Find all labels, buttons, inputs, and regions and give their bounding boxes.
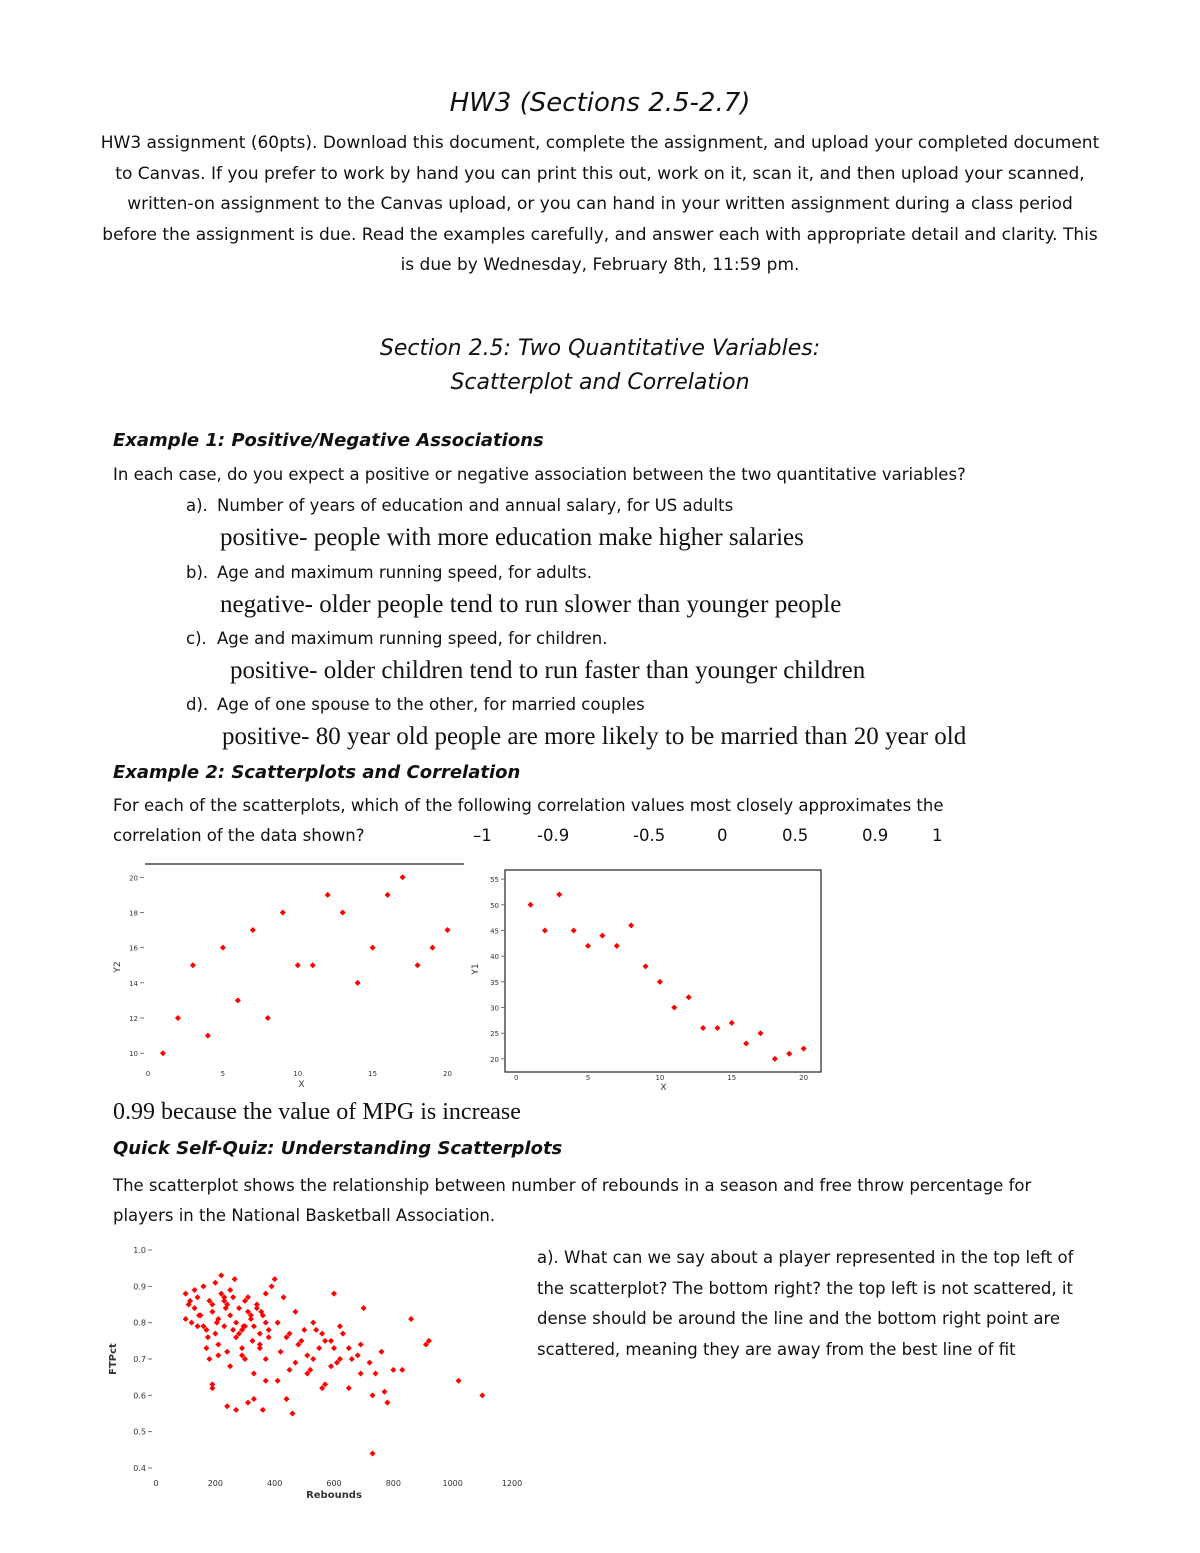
chart3-point xyxy=(310,1356,316,1362)
chart3-point xyxy=(399,1367,405,1373)
chart3-point xyxy=(263,1356,269,1362)
chart3-ytick-label: 0.8 xyxy=(133,1318,146,1328)
quiz-question-a: a). What can we say about a player represented in the top left of the scatterplot? The bottom right? the top left is not scattered, it dense should be around the line and the bottom right point are scattered, meaning they are away from the best line of fit xyxy=(537,1248,1074,1359)
section-heading-line2: Scatterplot and Correlation xyxy=(450,370,750,395)
chart3-point xyxy=(236,1305,242,1311)
chart3-point xyxy=(278,1349,284,1355)
chart1-point xyxy=(445,927,451,933)
correlation-choice: 0.9 xyxy=(862,826,889,845)
chart3-point xyxy=(319,1331,325,1337)
chart3-point xyxy=(227,1287,233,1293)
chart2-point xyxy=(643,963,649,969)
chart3-point xyxy=(254,1305,260,1311)
chart3-point xyxy=(287,1367,293,1373)
chart3-point xyxy=(227,1312,233,1318)
chart3-point xyxy=(215,1341,221,1347)
chart2-xtick-label: 15 xyxy=(727,1074,737,1082)
chart3-point xyxy=(249,1338,255,1344)
chart3-point xyxy=(195,1323,201,1329)
chart2-ytick-label: 30 xyxy=(490,1004,499,1013)
chart3-point xyxy=(195,1294,201,1300)
chart2-point xyxy=(657,979,663,985)
example2-heading: Example 2: Scatterplots and Correlation xyxy=(113,762,521,783)
chart2-point xyxy=(772,1056,778,1062)
example1-item-d-question: Age of one spouse to the other, for married couples xyxy=(217,695,645,714)
example1-item-a-question: Number of years of education and annual salary, for US adults xyxy=(217,496,734,515)
chart3-point xyxy=(251,1371,257,1377)
chart1-ytick-label: 14 xyxy=(129,979,138,988)
chart3-point xyxy=(349,1356,355,1362)
chart3-point xyxy=(233,1320,239,1326)
chart1-xtick-label: 15 xyxy=(368,1070,378,1078)
chart3-point xyxy=(328,1363,334,1369)
chart3-point xyxy=(203,1345,209,1351)
scatterplot-rebounds-ftpct xyxy=(100,1236,530,1510)
chart3-point xyxy=(322,1338,328,1344)
chart3-point xyxy=(289,1411,295,1417)
chart2-ylabel: Y1 xyxy=(471,963,481,975)
chart1-point xyxy=(280,909,286,915)
chart2-ytick-label: 55 xyxy=(490,876,499,885)
chart3-point xyxy=(479,1392,485,1398)
chart3-point xyxy=(378,1349,384,1355)
chart3-point xyxy=(284,1396,290,1402)
chart3-ytick-label: 0.6 xyxy=(133,1391,146,1401)
chart2-ytick-label: 50 xyxy=(490,901,499,910)
chart1-xlabel: X xyxy=(298,1080,305,1090)
chart3-point xyxy=(331,1291,337,1297)
chart3-point xyxy=(346,1345,352,1351)
chart1-point xyxy=(175,1015,181,1021)
chart1-point xyxy=(370,945,376,951)
chart2-point xyxy=(528,902,534,908)
chart3-point xyxy=(263,1378,269,1384)
chart1-ytick-label: 20 xyxy=(129,874,138,883)
chart2-ytick-label: 40 xyxy=(490,953,499,962)
chart3-point xyxy=(230,1327,236,1333)
correlation-choice: 0.5 xyxy=(782,826,809,845)
chart2-ytick-label: 20 xyxy=(490,1055,499,1064)
example1-item-c-answer: positive- older children tend to run faster than younger children xyxy=(230,657,866,684)
correlation-choice: –1 xyxy=(473,826,492,845)
chart3-point xyxy=(331,1345,337,1351)
example1-item-a-label: a). xyxy=(186,496,208,515)
chart3-point xyxy=(370,1450,376,1456)
chart3-point xyxy=(239,1345,245,1351)
chart3-point xyxy=(257,1331,263,1337)
chart3-point xyxy=(384,1400,390,1406)
chart3-xtick-label: 200 xyxy=(207,1479,223,1488)
chart3-point xyxy=(358,1341,364,1347)
scatterplot-y2 xyxy=(100,858,470,1092)
example1-item-c-question: Age and maximum running speed, for children. xyxy=(217,629,608,648)
chart3-point xyxy=(192,1305,198,1311)
chart2-point xyxy=(556,892,562,898)
chart2-point xyxy=(700,1025,706,1031)
chart1-point xyxy=(400,874,406,880)
chart3-ytick-label: 0.9 xyxy=(133,1282,146,1292)
chart3-xtick-label: 400 xyxy=(267,1479,283,1488)
chart3-point xyxy=(358,1371,364,1377)
chart1-ytick-label: 10 xyxy=(129,1050,138,1059)
chart3-point xyxy=(232,1276,238,1282)
chart3-xtick-label: 0 xyxy=(153,1479,159,1488)
chart2-xtick-label: 0 xyxy=(513,1074,519,1082)
chart2-point xyxy=(571,927,577,933)
chart3-xtick-label: 1200 xyxy=(501,1479,523,1488)
chart1-ytick-label: 16 xyxy=(129,944,138,953)
example1-item-d-answer: positive- 80 year old people are more likely to be married than 20 year old xyxy=(222,723,967,750)
example1-item-b-question: Age and maximum running speed, for adults. xyxy=(217,563,592,582)
chart3-ytick-label: 0.7 xyxy=(133,1355,146,1364)
chart3-point xyxy=(316,1345,322,1351)
chart2-xtick-label: 10 xyxy=(655,1074,665,1082)
chart3-point xyxy=(209,1309,215,1315)
chart2-point xyxy=(801,1046,807,1052)
chart2-point xyxy=(671,1005,677,1011)
chart1-ytick-label: 12 xyxy=(129,1015,138,1024)
chart2-point xyxy=(614,943,620,949)
chart3-point xyxy=(183,1291,189,1297)
example1-prompt: In each case, do you expect a positive or negative association between the two quantitative variables? xyxy=(113,465,966,484)
chart1-point xyxy=(385,892,391,898)
chart3-point xyxy=(224,1349,230,1355)
chart2-frame xyxy=(505,870,821,1072)
example1-item-c-label: c). xyxy=(186,629,207,648)
chart3-point xyxy=(189,1320,195,1326)
chart2-point xyxy=(758,1030,764,1036)
example1-item-b-answer: negative- older people tend to run slower than younger people xyxy=(220,591,842,618)
chart3-point xyxy=(301,1327,307,1333)
chart3-point xyxy=(367,1360,373,1366)
chart3-point xyxy=(212,1280,218,1286)
chart3-point xyxy=(205,1334,211,1340)
correlation-choice: 0 xyxy=(717,826,728,845)
chart3-point xyxy=(272,1276,278,1282)
chart3-ytick-label: 0.5 xyxy=(133,1427,146,1437)
chart1-point xyxy=(325,892,331,898)
chart1-point xyxy=(250,927,256,933)
chart3-ytick-label: 1.0 xyxy=(133,1246,146,1255)
chart1-point xyxy=(190,962,196,968)
chart2-point xyxy=(714,1025,720,1031)
quiz-prompt: The scatterplot shows the relationship between number of rebounds in a season and free throw percentage for players in the National Basketball Association. xyxy=(113,1176,1032,1225)
chart2-ytick-label: 35 xyxy=(490,978,499,987)
chart3-point xyxy=(328,1338,334,1344)
chart3-point xyxy=(310,1320,316,1326)
chart3-point xyxy=(373,1371,379,1377)
chart2-ytick-label: 45 xyxy=(490,927,499,936)
chart3-point xyxy=(340,1331,346,1337)
example1-item-a-answer: positive- people with more education make higher salaries xyxy=(220,524,804,551)
chart1-xtick-label: 20 xyxy=(443,1070,452,1078)
chart2-xtick-label: 20 xyxy=(799,1074,809,1082)
example1-item-d-label: d). xyxy=(186,695,209,714)
chart3-point xyxy=(281,1294,287,1300)
chart2-point xyxy=(743,1040,749,1046)
chart2-point xyxy=(599,933,605,939)
section-heading-line1: Section 2.5: Two Quantitative Variables: xyxy=(379,336,821,361)
chart3-point xyxy=(200,1283,206,1289)
chart1-xtick-label: 5 xyxy=(220,1070,226,1078)
chart3-point xyxy=(263,1291,269,1297)
chart3-point xyxy=(390,1367,396,1373)
chart1-point xyxy=(355,980,361,986)
chart3-point xyxy=(230,1294,236,1300)
chart3-point xyxy=(337,1323,343,1329)
intro-paragraph: HW3 assignment (60pts). Download this document, complete the assignment, and upload your completed document to Canvas. If you prefer to work by hand you can print this out, work on it, scan it, and then upload your scanned, written-on assignment to the Canvas upload, or you can hand in your written assignment during a class period before the assignment is due. Read the examples carefully, and answer each with appropriate detail and clarity. This is due by Wednesday, February 8th, 11:59 pm. xyxy=(100,133,1100,275)
correlation-choice: 1 xyxy=(932,826,943,845)
chart3-point xyxy=(275,1320,281,1326)
chart1-point xyxy=(235,997,241,1003)
chart3-point xyxy=(292,1309,298,1315)
chart1-point xyxy=(205,1033,211,1039)
chart3-point xyxy=(292,1360,298,1366)
chart3-point xyxy=(304,1352,310,1358)
example1-heading: Example 1: Positive/Negative Associations xyxy=(113,430,544,451)
chart3-point xyxy=(192,1287,198,1293)
chart1-point xyxy=(160,1050,166,1056)
chart3-xtick-label: 800 xyxy=(385,1479,401,1488)
chart2-point xyxy=(729,1020,735,1026)
chart3-point xyxy=(212,1331,218,1337)
example2-prompt-line2: correlation of the data shown? xyxy=(113,826,365,845)
chart3-point xyxy=(456,1378,462,1384)
chart1-point xyxy=(415,962,421,968)
chart3-point xyxy=(233,1407,239,1413)
chart3-point xyxy=(269,1283,275,1289)
chart3-point xyxy=(224,1403,230,1409)
chart1-point xyxy=(340,909,346,915)
example2-answer: 0.99 because the value of MPG is increase xyxy=(113,1099,521,1125)
chart1-point xyxy=(430,945,436,951)
chart2-point xyxy=(585,943,591,949)
correlation-choice: -0.5 xyxy=(633,826,666,845)
chart1-xtick-label: 0 xyxy=(145,1070,151,1078)
chart3-point xyxy=(313,1327,319,1333)
chart2-point xyxy=(628,922,634,928)
chart2-point xyxy=(786,1051,792,1057)
chart3-point xyxy=(245,1400,251,1406)
chart3-point xyxy=(263,1320,269,1326)
chart3-point xyxy=(361,1305,367,1311)
example1-item-b-label: b). xyxy=(186,563,209,582)
chart3-ylabel: FTPct xyxy=(108,1343,119,1375)
chart3-point xyxy=(266,1334,272,1340)
page-title: HW3 (Sections 2.5-2.7) xyxy=(449,88,751,118)
chart3-ytick-label: 0.4 xyxy=(133,1464,146,1473)
quiz-heading: Quick Self-Quiz: Understanding Scatterplots xyxy=(113,1138,563,1159)
chart3-point xyxy=(206,1356,212,1362)
chart1-point xyxy=(310,962,316,968)
chart3-point xyxy=(275,1378,281,1384)
chart1-ytick-label: 18 xyxy=(129,909,138,918)
chart1-point xyxy=(295,962,301,968)
chart2-ytick-label: 25 xyxy=(490,1030,499,1039)
chart2-xtick-label: 5 xyxy=(585,1074,591,1082)
chart3-point xyxy=(218,1272,224,1278)
chart3-point xyxy=(370,1392,376,1398)
chart3-point xyxy=(381,1389,387,1395)
chart3-point xyxy=(355,1352,361,1358)
correlation-choice: -0.9 xyxy=(537,826,570,845)
example2-prompt-line1: For each of the scatterplots, which of the following correlation values most closely approximates the xyxy=(113,796,944,815)
section-heading xyxy=(0,332,1200,400)
chart3-point xyxy=(227,1363,233,1369)
chart2-point xyxy=(686,994,692,1000)
chart3-xtick-label: 1000 xyxy=(442,1479,463,1488)
chart3-xlabel: Rebounds xyxy=(306,1490,362,1501)
chart3-point xyxy=(260,1407,266,1413)
chart3-point xyxy=(266,1327,272,1333)
chart1-ylabel: Y2 xyxy=(113,961,123,973)
chart1-point xyxy=(220,945,226,951)
chart3-point xyxy=(183,1316,189,1322)
chart3-point xyxy=(408,1316,414,1322)
chart1-xtick-label: 10 xyxy=(293,1070,303,1078)
chart3-point xyxy=(251,1323,257,1329)
chart3-point xyxy=(251,1396,257,1402)
chart3-point xyxy=(209,1385,215,1391)
chart2-point xyxy=(542,927,548,933)
chart3-xtick-label: 600 xyxy=(326,1479,342,1488)
chart2-xlabel: X xyxy=(660,1083,667,1093)
chart3-point xyxy=(346,1385,352,1391)
chart1-point xyxy=(265,1015,271,1021)
chart3-point xyxy=(257,1345,263,1351)
chart3-point xyxy=(221,1323,227,1329)
chart3-point xyxy=(215,1352,221,1358)
scatterplot-y1 xyxy=(466,862,826,1098)
